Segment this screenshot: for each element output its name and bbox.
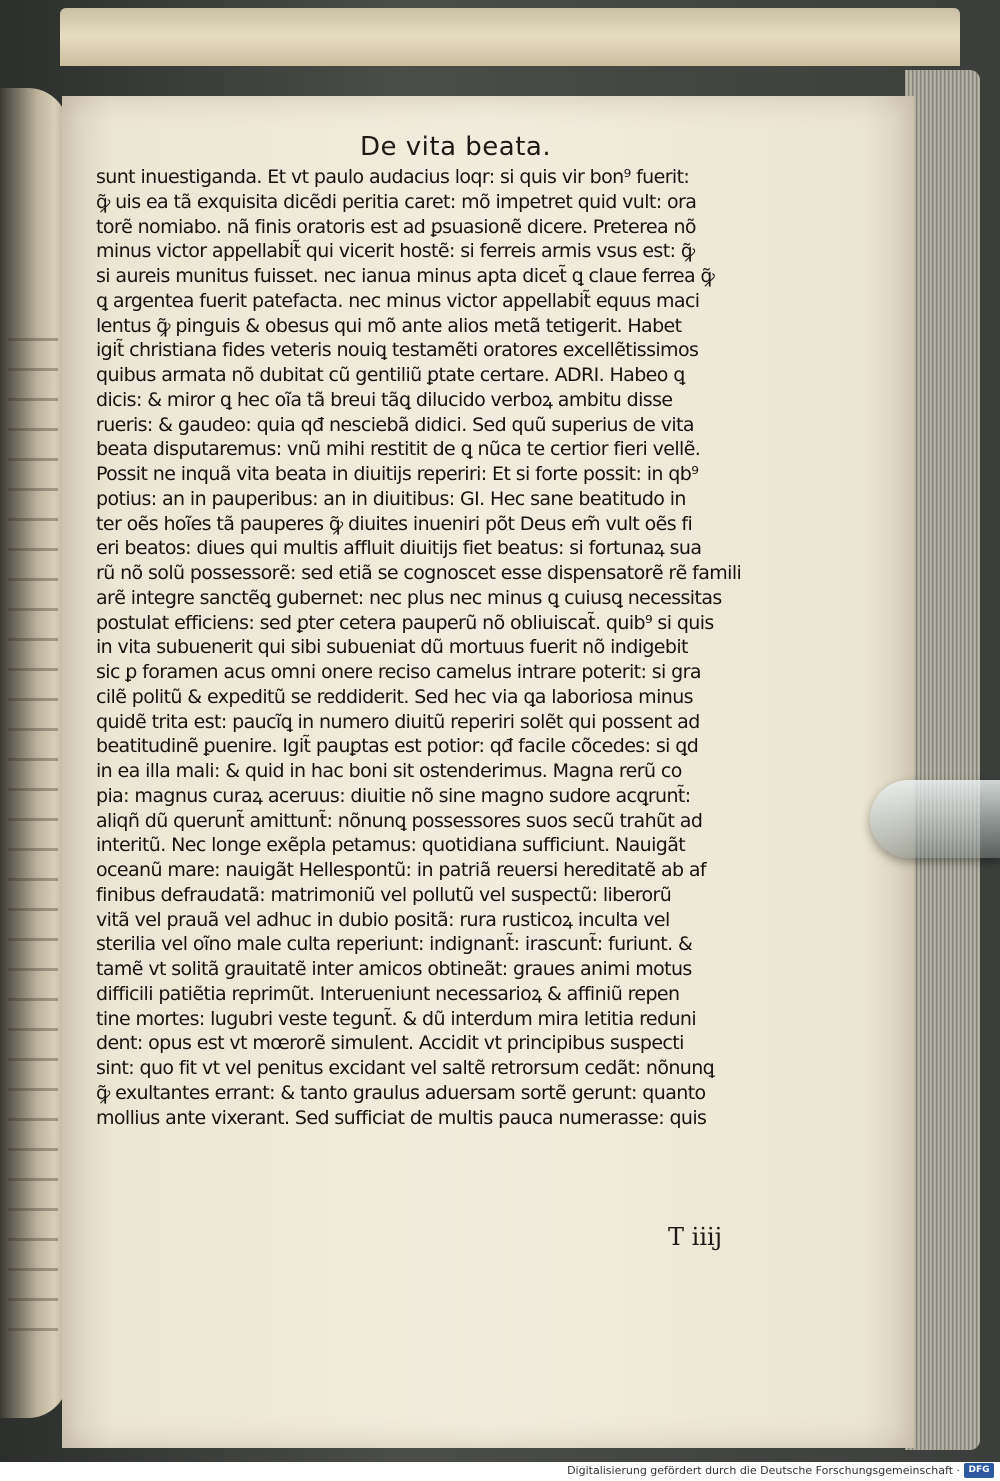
text-line: igit̃ christiana fides veteris nouiꝗ testamẽti oratores excellẽtissimos xyxy=(96,339,699,362)
text-line: sterilia vel oĩno male culta reperiunt: indignant̃: irascunt̃: furiunt. & xyxy=(96,933,693,956)
text-line: interitũ. Nec longe exẽpla petamus: quotidiana sufficiunt. Nauigãt xyxy=(96,834,686,857)
text-line: torẽ nomiabo. nã finis oratoris est ad ꝑsuasionẽ dicere. Preterea nõ xyxy=(96,215,696,238)
text-line: oceanũ mare: nauigãt Hellespontũ: in patriã reuersi hereditatẽ ab af xyxy=(96,859,707,881)
dfg-logo: DFG xyxy=(964,1463,994,1478)
text-line: in ea illa mali: & quid in hac boni sit ostenderimus. Magna rerũ co xyxy=(96,760,682,782)
facing-page-curl xyxy=(0,88,68,1418)
text-line: mollius ante vixerant. Sed sufficiat de multis pauca numerasse: quis xyxy=(96,1106,707,1129)
text-line: tine mortes: lugubri veste tegunt̃. & dũ interdum mira letitia reduni xyxy=(96,1007,697,1030)
text-line: in vita subuenerit qui sibi subueniat dũ mortuus fuerit nõ indigebit xyxy=(96,636,688,659)
text-line: cilẽ politũ & expeditũ se reddiderit. Sed hec via ꝗa laboriosa minus xyxy=(96,685,693,708)
text-line: vitã vel prauã vel adhuc in dubio positã: rura rusticoꝝ inculta vel xyxy=(96,908,670,931)
text-line: pia: magnus curaꝝ aceruus: diuitie nõ sine magno sudore acꝗrunt̃: xyxy=(96,784,691,807)
text-line: sint: quo fit vt vel penitus excidant vel saltẽ retrorsum cedãt: nõnunꝗ xyxy=(96,1057,715,1079)
text-line: tamẽ vt solitã grauitatẽ inter amicos obtineãt: graues animi motus xyxy=(96,958,692,980)
text-line: beata disputaremus: vnũ mihi restitit de ꝗ nũca te certior fieri vellẽ. xyxy=(96,438,701,461)
text-line: si aureis munitus fuisset. nec ianua minus apta dicet̃ ꝗ claue ferrea ꝙ̃ xyxy=(96,265,715,287)
text-line: ꝙ̃ exultantes errant: & tanto graulus aduersam sortẽ gerunt: quanto xyxy=(96,1081,706,1104)
text-line: ꝗ argentea fuerit patefacta. nec minus victor appellabit̃ equus maci xyxy=(96,289,700,312)
facing-page-text-shadow xyxy=(8,338,58,1338)
text-line: aliqñ dũ querunt̃ amittunt̃: nõnunꝗ possessores suos secũ trahũt ad xyxy=(96,809,703,832)
text-line: ter oẽs hoĩes tã pauperes ꝙ̃ diuites inueniri põt Deus em̃ vult oẽs fi xyxy=(96,512,693,535)
text-line: ꝙ̃ uis ea tã exquisita dicẽdi peritia caret: mõ impetret quid vult: ora xyxy=(96,190,697,213)
text-line: quidẽ trita est: paucĩꝗ in numero diuitũ reperiri solẽt qui possent ad xyxy=(96,710,700,733)
text-line: sic ꝑ foramen acus omni onere reciso camelus intrare poterit: si gra xyxy=(96,661,701,683)
footer-credit: Digitalisierung gefördert durch die Deutsche Forschungsgemeinschaft · xyxy=(567,1464,960,1477)
text-line: postulat efficiens: sed ꝑter cetera pauperũ nõ obliuiscat̃. quib⁹ si quis xyxy=(96,611,714,634)
glass-page-weight xyxy=(870,780,1000,858)
text-line: rũ nõ solũ possessorẽ: sed etiã se cognoscet esse dispensatorẽ rẽ famili xyxy=(96,562,742,584)
page-edges-stack xyxy=(905,70,980,1450)
text-line: sunt inuestiganda. Et vt paulo audacius loqr: si quis vir bon⁹ fuerit: xyxy=(96,166,690,188)
text-line: difficili patiẽtia reprimũt. Interueniunt necessarioꝝ & affiniũ repen xyxy=(96,982,680,1005)
text-line: rueris: & gaudeo: quia qđ nesciebã didici. Sed quũ superius de vita xyxy=(96,413,694,436)
running-head: De vita beata. xyxy=(360,132,552,162)
text-line: potius: an in pauperibus: an in diuitibus: GI. Hec sane beatitudo in xyxy=(96,487,686,510)
text-line: minus victor appellabit̃ qui vicerit hostẽ: si ferreis armis vsus est: ꝙ̃ xyxy=(96,240,695,263)
text-line: arẽ integre sanctẽꝗ gubernet: nec plus nec minus ꝗ cuiusꝗ necessitas xyxy=(96,586,722,609)
text-line: dicis: & miror ꝗ hec oĩa tã breui tãꝗ dilucido verboꝝ ambitu disse xyxy=(96,388,673,411)
text-block xyxy=(96,165,796,1130)
text-line: Possit ne inquã vita beata in diuitijs reperiri: Et si forte possit: in qb⁹ xyxy=(96,463,699,485)
text-line: finibus defraudatã: matrimoniũ vel pollutũ vel suspectũ: liberorũ xyxy=(96,883,672,906)
text-line: eri beatos: diues qui multis affluit diuitijs fiet beatus: si fortunaꝝ sua xyxy=(96,537,702,560)
text-line: lentus ꝙ̃ pinguis & obesus qui mõ ante alios metã tetigerit. Habet xyxy=(96,314,682,337)
book-top-edge xyxy=(60,8,960,66)
text-line: quibus armata nõ dubitat cũ gentiliũ ꝑtate certare. ADRI. Habeo ꝗ xyxy=(96,364,685,386)
signature-mark: T iiij xyxy=(668,1223,723,1251)
text-line: beatitudinẽ ꝑuenire. Igit̃ pauꝑtas est potior: qđ facile cõcedes: si ꝗd xyxy=(96,735,699,758)
text-line: dent: opus est vt mœrorẽ simulent. Accidit vt principibus suspecti xyxy=(96,1032,684,1055)
